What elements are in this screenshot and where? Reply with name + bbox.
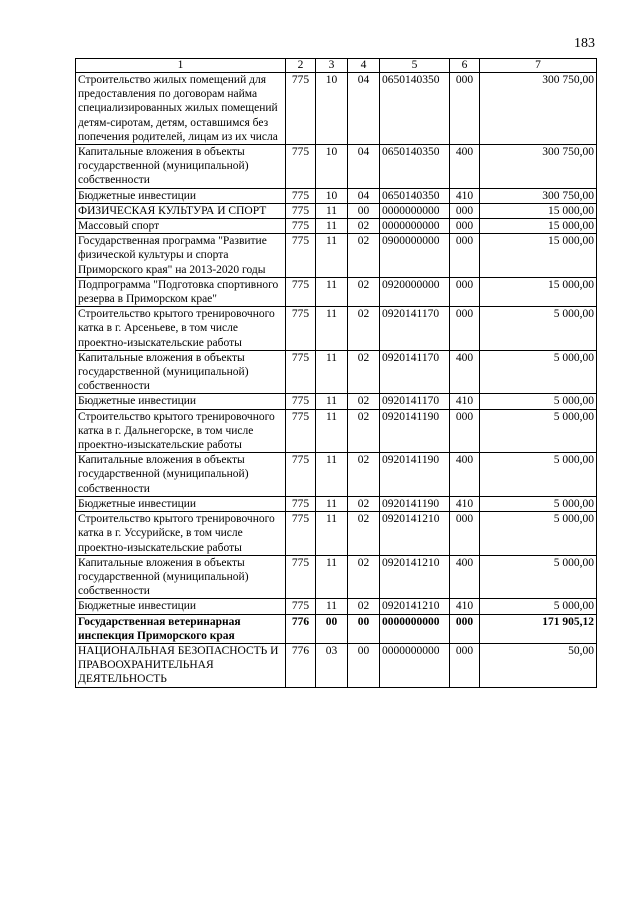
subsection-code-cell: 00 (348, 203, 380, 218)
column-header: 1 (76, 59, 286, 73)
target-article-cell: 0920141210 (380, 599, 450, 614)
subsection-code-cell: 02 (348, 409, 380, 453)
gr-code-cell: 775 (286, 307, 316, 351)
section-code-cell: 10 (316, 145, 348, 189)
subsection-code-cell: 04 (348, 188, 380, 203)
section-code-cell: 11 (316, 277, 348, 306)
amount-cell: 5 000,00 (480, 555, 597, 599)
row-name-cell: Бюджетные инвестиции (76, 496, 286, 511)
section-code-cell: 11 (316, 453, 348, 497)
row-name-cell: Государственная ветеринарная инспекция Приморского края (76, 614, 286, 643)
budget-table (75, 58, 597, 688)
gr-code-cell: 776 (286, 614, 316, 643)
target-article-cell: 0920141170 (380, 307, 450, 351)
amount-cell: 300 750,00 (480, 188, 597, 203)
section-code-cell: 03 (316, 643, 348, 687)
column-header: 4 (348, 59, 380, 73)
row-name-cell: Бюджетные инвестиции (76, 599, 286, 614)
target-article-cell: 0920141190 (380, 409, 450, 453)
gr-code-cell: 775 (286, 188, 316, 203)
table-row (76, 203, 597, 218)
row-name-cell: Государственная программа "Развитие физической культуры и спорта Приморского края" на 2013-2020 годы (76, 234, 286, 278)
section-code-cell: 11 (316, 409, 348, 453)
expense-type-cell: 000 (450, 203, 480, 218)
section-code-cell: 10 (316, 73, 348, 145)
gr-code-cell: 775 (286, 234, 316, 278)
target-article-cell: 0650140350 (380, 188, 450, 203)
table-row (76, 453, 597, 497)
amount-cell: 5 000,00 (480, 512, 597, 556)
row-name-cell: Капитальные вложения в объекты государственной (муниципальной) собственности (76, 145, 286, 189)
subsection-code-cell: 00 (348, 643, 380, 687)
subsection-code-cell: 02 (348, 512, 380, 556)
expense-type-cell: 400 (450, 453, 480, 497)
column-header: 6 (450, 59, 480, 73)
target-article-cell: 0650140350 (380, 145, 450, 189)
expense-type-cell: 000 (450, 512, 480, 556)
row-name-cell: НАЦИОНАЛЬНАЯ БЕЗОПАСНОСТЬ И ПРАВООХРАНИТЕЛЬНАЯ ДЕЯТЕЛЬНОСТЬ (76, 643, 286, 687)
expense-type-cell: 000 (450, 307, 480, 351)
expense-type-cell: 000 (450, 614, 480, 643)
amount-cell: 5 000,00 (480, 307, 597, 351)
amount-cell: 5 000,00 (480, 350, 597, 394)
section-code-cell: 00 (316, 614, 348, 643)
expense-type-cell: 400 (450, 555, 480, 599)
target-article-cell: 0920141170 (380, 350, 450, 394)
target-article-cell: 0000000000 (380, 614, 450, 643)
amount-cell: 15 000,00 (480, 277, 597, 306)
gr-code-cell: 775 (286, 219, 316, 234)
amount-cell: 5 000,00 (480, 453, 597, 497)
section-code-cell: 11 (316, 234, 348, 278)
section-code-cell: 11 (316, 350, 348, 394)
column-header: 3 (316, 59, 348, 73)
expense-type-cell: 000 (450, 219, 480, 234)
gr-code-cell: 775 (286, 453, 316, 497)
subsection-code-cell: 02 (348, 555, 380, 599)
table-row (76, 73, 597, 145)
expense-type-cell: 410 (450, 394, 480, 409)
gr-code-cell: 775 (286, 350, 316, 394)
expense-type-cell: 400 (450, 145, 480, 189)
subsection-code-cell: 02 (348, 219, 380, 234)
row-name-cell: Бюджетные инвестиции (76, 188, 286, 203)
gr-code-cell: 775 (286, 512, 316, 556)
table-row (76, 188, 597, 203)
table-row (76, 555, 597, 599)
amount-cell: 15 000,00 (480, 219, 597, 234)
amount-cell: 5 000,00 (480, 599, 597, 614)
expense-type-cell: 400 (450, 350, 480, 394)
amount-cell: 15 000,00 (480, 234, 597, 278)
table-row (76, 145, 597, 189)
subsection-code-cell: 04 (348, 73, 380, 145)
target-article-cell: 0000000000 (380, 643, 450, 687)
section-code-cell: 11 (316, 555, 348, 599)
amount-cell: 300 750,00 (480, 145, 597, 189)
table-row (76, 496, 597, 511)
section-code-cell: 11 (316, 394, 348, 409)
row-name-cell: Строительство жилых помещений для предоставления по договорам найма специализированных жилых помещений детям-сиротам, детям, оставшимся без попечения родителей, лицам из их числа (76, 73, 286, 145)
gr-code-cell: 775 (286, 145, 316, 189)
row-name-cell: ФИЗИЧЕСКАЯ КУЛЬТУРА И СПОРТ (76, 203, 286, 218)
table-row (76, 234, 597, 278)
table-row (76, 394, 597, 409)
target-article-cell: 0900000000 (380, 234, 450, 278)
expense-type-cell: 000 (450, 277, 480, 306)
subsection-code-cell: 02 (348, 496, 380, 511)
table-row (76, 409, 597, 453)
table-row (76, 277, 597, 306)
gr-code-cell: 775 (286, 409, 316, 453)
row-name-cell: Строительство крытого тренировочного катка в г. Арсеньеве, в том числе проектно-изыскательские работы (76, 307, 286, 351)
table-row (76, 614, 597, 643)
gr-code-cell: 775 (286, 394, 316, 409)
target-article-cell: 0000000000 (380, 203, 450, 218)
target-article-cell: 0920141170 (380, 394, 450, 409)
gr-code-cell: 776 (286, 643, 316, 687)
amount-cell: 5 000,00 (480, 496, 597, 511)
table-row (76, 307, 597, 351)
amount-cell: 300 750,00 (480, 73, 597, 145)
expense-type-cell: 410 (450, 188, 480, 203)
column-header: 5 (380, 59, 450, 73)
gr-code-cell: 775 (286, 496, 316, 511)
row-name-cell: Строительство крытого тренировочного катка в г. Уссурийске, в том числе проектно-изыскательские работы (76, 512, 286, 556)
gr-code-cell: 775 (286, 73, 316, 145)
amount-cell: 50,00 (480, 643, 597, 687)
table-row (76, 219, 597, 234)
target-article-cell: 0920141190 (380, 496, 450, 511)
row-name-cell: Подпрограмма "Подготовка спортивного резерва в Приморском крае" (76, 277, 286, 306)
amount-cell: 171 905,12 (480, 614, 597, 643)
expense-type-cell: 000 (450, 409, 480, 453)
subsection-code-cell: 02 (348, 599, 380, 614)
section-code-cell: 11 (316, 599, 348, 614)
section-code-cell: 11 (316, 307, 348, 351)
expense-type-cell: 410 (450, 599, 480, 614)
page-number: 183 (574, 36, 595, 51)
target-article-cell: 0000000000 (380, 219, 450, 234)
table-row (76, 512, 597, 556)
section-code-cell: 10 (316, 188, 348, 203)
amount-cell: 5 000,00 (480, 409, 597, 453)
gr-code-cell: 775 (286, 277, 316, 306)
table-row (76, 350, 597, 394)
gr-code-cell: 775 (286, 599, 316, 614)
amount-cell: 5 000,00 (480, 394, 597, 409)
table-row (76, 599, 597, 614)
table-row (76, 643, 597, 687)
section-code-cell: 11 (316, 512, 348, 556)
subsection-code-cell: 02 (348, 350, 380, 394)
section-code-cell: 11 (316, 203, 348, 218)
expense-type-cell: 410 (450, 496, 480, 511)
target-article-cell: 0920141210 (380, 555, 450, 599)
row-name-cell: Массовый спорт (76, 219, 286, 234)
row-name-cell: Капитальные вложения в объекты государственной (муниципальной) собственности (76, 350, 286, 394)
gr-code-cell: 775 (286, 555, 316, 599)
subsection-code-cell: 02 (348, 394, 380, 409)
target-article-cell: 0920000000 (380, 277, 450, 306)
subsection-code-cell: 02 (348, 234, 380, 278)
column-header: 7 (480, 59, 597, 73)
expense-type-cell: 000 (450, 234, 480, 278)
amount-cell: 15 000,00 (480, 203, 597, 218)
target-article-cell: 0920141190 (380, 453, 450, 497)
table-header-row (76, 59, 597, 73)
subsection-code-cell: 00 (348, 614, 380, 643)
subsection-code-cell: 02 (348, 307, 380, 351)
subsection-code-cell: 02 (348, 277, 380, 306)
section-code-cell: 11 (316, 496, 348, 511)
row-name-cell: Бюджетные инвестиции (76, 394, 286, 409)
expense-type-cell: 000 (450, 73, 480, 145)
target-article-cell: 0920141210 (380, 512, 450, 556)
row-name-cell: Капитальные вложения в объекты государственной (муниципальной) собственности (76, 453, 286, 497)
row-name-cell: Капитальные вложения в объекты государственной (муниципальной) собственности (76, 555, 286, 599)
subsection-code-cell: 04 (348, 145, 380, 189)
row-name-cell: Строительство крытого тренировочного катка в г. Дальнегорске, в том числе проектно-изыскательские работы (76, 409, 286, 453)
column-header: 2 (286, 59, 316, 73)
subsection-code-cell: 02 (348, 453, 380, 497)
section-code-cell: 11 (316, 219, 348, 234)
gr-code-cell: 775 (286, 203, 316, 218)
target-article-cell: 0650140350 (380, 73, 450, 145)
expense-type-cell: 000 (450, 643, 480, 687)
